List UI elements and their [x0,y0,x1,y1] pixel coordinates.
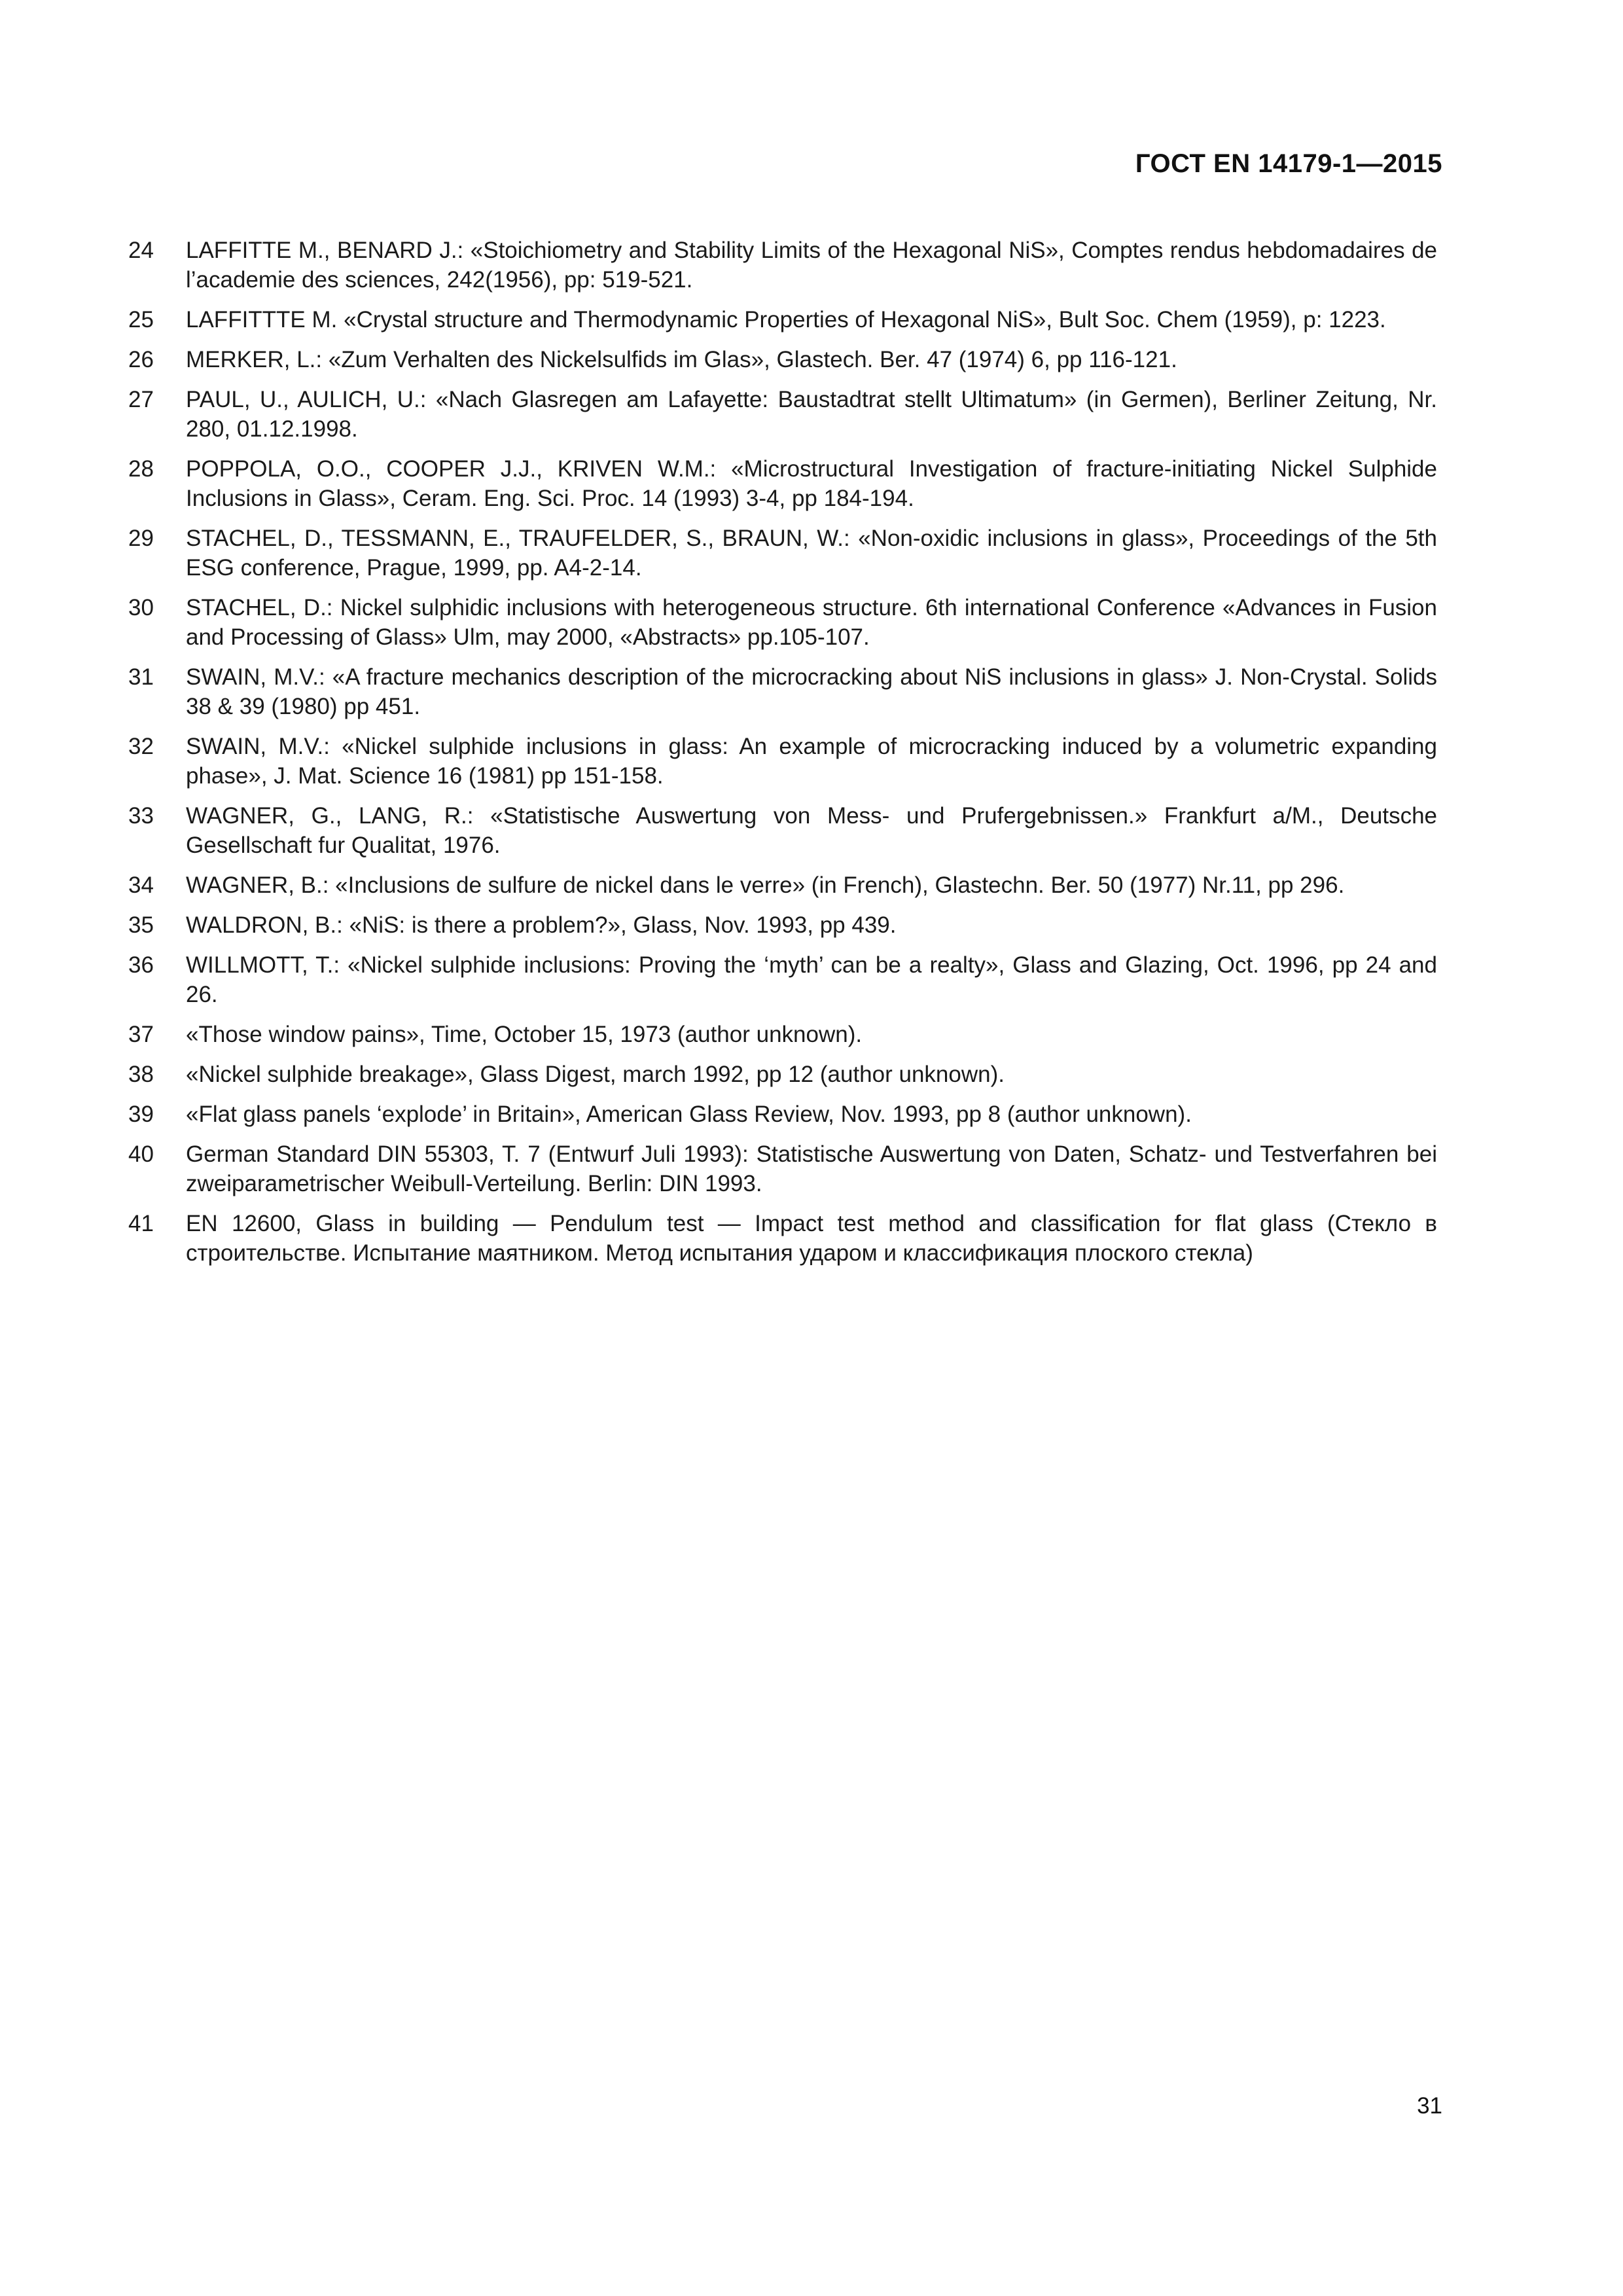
reference-text: German Standard DIN 55303, T. 7 (Entwurf Juli 1993): Statistische Auswertung von Daten, Schatz- und Testverfahren bei zweiparametrischer Weibull-Verteilung. Berlin: DIN 1993. [186,1141,1437,1196]
reference-text: PAUL, U., AULICH, U.: «Nach Glasregen am Lafayette: Baustadtrat stellt Ultimatum» (in Germen), Berliner Zeitung, Nr. 280, 01.12.1998. [186,387,1437,442]
reference-number: 41 [128,1211,154,1236]
reference-number: 24 [128,238,154,263]
document-header: ГОСТ EN 14179-1—2015 [1135,149,1442,178]
reference-text: MERKER, L.: «Zum Verhalten des Nickelsulfids im Glas», Glastech. Ber. 47 (1974) 6, pp 116-121. [186,347,1177,372]
reference-text: LAFFITTTE M. «Crystal structure and Thermodynamic Properties of Hexagonal NiS», Bult Soc. Chem (1959), p: 1223. [186,307,1386,332]
reference-number: 39 [128,1102,154,1127]
page-number: 31 [1417,2093,1442,2119]
reference-number: 28 [128,456,154,482]
reference-item [128,1100,1437,1129]
reference-text: SWAIN, M.V.: «A fracture mechanics description of the microcracking about NiS inclusions in glass» J. Non-Crystal. Solids 38 & 39 (1980) pp 451. [186,664,1437,719]
reference-number: 33 [128,803,154,829]
reference-number: 40 [128,1141,154,1167]
reference-text: STACHEL, D., TESSMANN, E., TRAUFELDER, S., BRAUN, W.: «Non-oxidic inclusions in glass», Proceedings of the 5th ESG conference, Prague, 1999, pp. A4-2-14. [186,526,1437,581]
reference-text: EN 12600, Glass in building — Pendulum test — Impact test method and classification for flat glass (Стекло в строительстве. Испытание маятником. Метод испытания ударом и классификация плоского стекла) [186,1211,1437,1266]
reference-item [128,524,1437,583]
reference-text: SWAIN, M.V.: «Nickel sulphide inclusions in glass: An example of microcracking induced by a volumetric expanding phase», J. Mat. Science 16 (1981) pp 151-158. [186,734,1437,789]
reference-number: 27 [128,387,154,412]
reference-item [128,385,1437,444]
reference-item [128,662,1437,721]
reference-number: 31 [128,664,154,690]
reference-item [128,950,1437,1009]
reference-item [128,1060,1437,1089]
reference-number: 35 [128,912,154,938]
reference-text: WAGNER, B.: «Inclusions de sulfure de nickel dans le verre» (in French), Glastechn. Ber. 50 (1977) Nr.11, pp 296. [186,872,1345,898]
reference-item [128,593,1437,652]
reference-number: 36 [128,952,154,978]
reference-number: 29 [128,526,154,551]
reference-number: 30 [128,595,154,620]
reference-item [128,345,1437,374]
reference-item [128,870,1437,900]
reference-item [128,1209,1437,1268]
reference-number: 38 [128,1062,154,1087]
reference-number: 26 [128,347,154,372]
reference-text: STACHEL, D.: Nickel sulphidic inclusions with heterogeneous structure. 6th international Conference «Advances in Fusion and Processing of Glass» Ulm, may 2000, «Abstracts» pp.105-107. [186,595,1437,650]
reference-number: 34 [128,872,154,898]
reference-text: «Those window pains», Time, October 15, 1973 (author unknown). [186,1022,863,1047]
reference-item [128,910,1437,940]
reference-item [128,801,1437,860]
reference-text: WILLMOTT, T.: «Nickel sulphide inclusions: Proving the ‘myth’ can be a realty», Glass and Glazing, Oct. 1996, pp 24 and 26. [186,952,1437,1007]
reference-number: 37 [128,1022,154,1047]
reference-item [128,732,1437,791]
reference-item [128,305,1437,334]
reference-text: LAFFITTE M., BENARD J.: «Stoichiometry and Stability Limits of the Hexagonal NiS», Comptes rendus hebdomadaires de l’academie des sciences, 242(1956), pp: 519-521. [186,238,1437,293]
reference-item [128,1139,1437,1198]
reference-text: «Flat glass panels ‘explode’ in Britain», American Glass Review, Nov. 1993, pp 8 (author unknown). [186,1102,1192,1127]
reference-text: «Nickel sulphide breakage», Glass Digest, march 1992, pp 12 (author unknown). [186,1062,1005,1087]
reference-text: WAGNER, G., LANG, R.: «Statistische Auswertung von Mess- und Prufergebnissen.» Frankfurt a/M., Deutsche Gesellschaft fur Qualitat, 1976. [186,803,1437,858]
reference-number: 32 [128,734,154,759]
reference-number: 25 [128,307,154,332]
reference-text: POPPOLA, O.O., COOPER J.J., KRIVEN W.M.: «Microstructural Investigation of fracture-initiating Nickel Sulphide Inclusions in Glass», Ceram. Eng. Sci. Proc. 14 (1993) 3-4, pp 184-194. [186,456,1437,511]
reference-item [128,1020,1437,1049]
reference-list [128,236,1437,1278]
reference-item [128,454,1437,513]
reference-text: WALDRON, B.: «NiS: is there a problem?», Glass, Nov. 1993, pp 439. [186,912,897,938]
reference-item [128,236,1437,295]
